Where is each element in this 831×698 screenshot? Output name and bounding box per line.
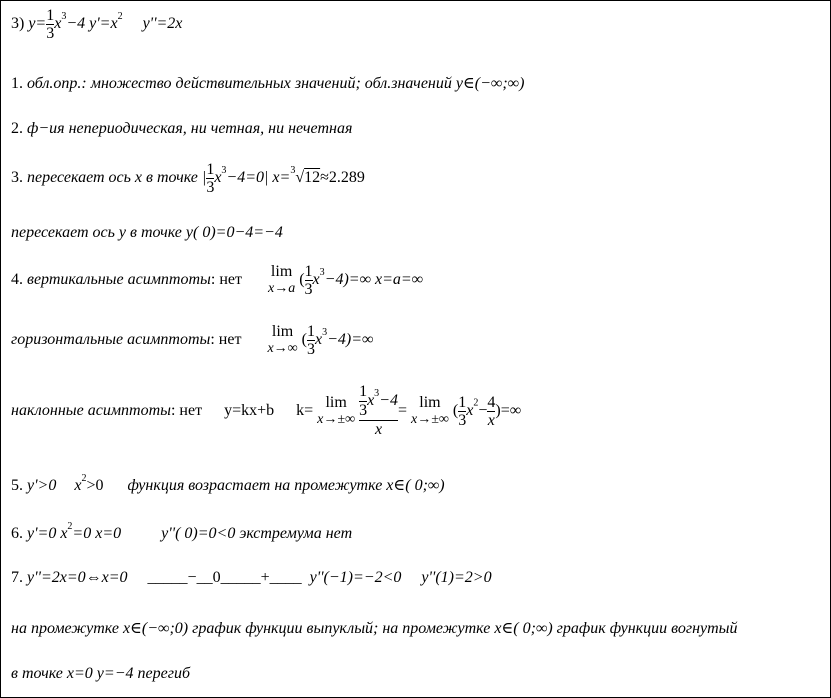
ratio-fraction: $\frac{1}{3}$ $x^3-4$ x xyxy=(359,383,398,438)
line-equation: y=kx+b xyxy=(224,402,275,419)
item-number: 3) xyxy=(11,15,29,33)
parity-line: 2. ф−ия непериодическая, ни четная, ни нечетная xyxy=(11,120,353,137)
y-intercept-text: пересекает ось y в точке y( 0)=0−4=−4 xyxy=(11,224,283,241)
parity-text: ф−ия непериодическая, ни четная, ни нечетная xyxy=(27,120,353,137)
domain-line: 1. обл.опр.: множество действительных значений; обл.значений y∈(−∞;∞) xyxy=(11,75,525,92)
horizontal-asymptotes-line: горизонтальные асимптоты: нет lim x→∞ ( $\frac{1}{3}$ $x^3-4)=\infty$ xyxy=(11,323,374,358)
approx-value: ≈2.289 xyxy=(320,169,365,187)
domain-text: обл.опр.: множество действительных значений; обл.значений y∈(−∞;∞) xyxy=(27,75,525,92)
radical-sign: √ xyxy=(295,169,305,187)
radicand: 12 xyxy=(304,169,321,187)
root-index: 3 xyxy=(290,165,296,177)
vertical-asymptotes-line: 4. вертикальные асимптоты: нет lim x→a ( $\frac{1}{3}$ $x^3-4)=\infty$ x=a=∞ xyxy=(11,263,424,298)
limit-horizontal: lim x→∞ xyxy=(267,323,298,356)
function-definition: 3) y= $\frac{1}{3}$ $x^3-4$ $y'=x^2$ y''=2x xyxy=(11,7,183,42)
limit-oblique-1: lim x→±∞ xyxy=(317,394,356,427)
limit-oblique-2: lim x→±∞ xyxy=(411,394,449,427)
limit-vertical: lim x→a xyxy=(267,263,296,296)
inflection-line: в точке x=0 y=−4 перегиб xyxy=(11,665,190,682)
oblique-asymptotes-line: наклонные асимптоты: нет y=kx+b k= lim x→±∞ $\frac{1}{3}$ $x^3-4$ x = lim x→±∞ ( $\frac{1}{3}$ $x^2-$ $\frac{4}{x}$ )=∞ xyxy=(11,383,522,438)
derivative-2: y''=2x xyxy=(142,15,183,33)
concavity-line: 7. y''=2x=0⇔x=0 _____−__0_____+____ y''(−1)=−2<0 y''(1)=2>0 xyxy=(11,569,492,586)
sign-chart: _____−__0_____+____ xyxy=(147,569,302,586)
derivative-1: −4 y'=x xyxy=(66,15,118,33)
expr-y: y= xyxy=(28,15,47,33)
increasing-line: 5. y'>0 $x^2>0$ функция возрастает на промежутке x∈( 0;∞) xyxy=(11,473,445,494)
x-intercept-line: 3. пересекает ось x в точке | $\frac{1}{3}$ $x^3-4=0|$ x=$^3$√12≈2.289 xyxy=(11,161,365,196)
extremum-line: 6. y'=0 $x^2=0$ x=0 y''( 0)=0<0 экстремума нет xyxy=(11,521,353,542)
fraction-one-third: $\frac{1}{3}$ xyxy=(46,7,55,42)
convexity-text-line: на промежутке x∈(−∞;0) график функции выпуклый; на промежутке x∈( 0;∞) график функции вогнутый xyxy=(11,620,738,637)
y-intercept-line xyxy=(11,224,283,242)
